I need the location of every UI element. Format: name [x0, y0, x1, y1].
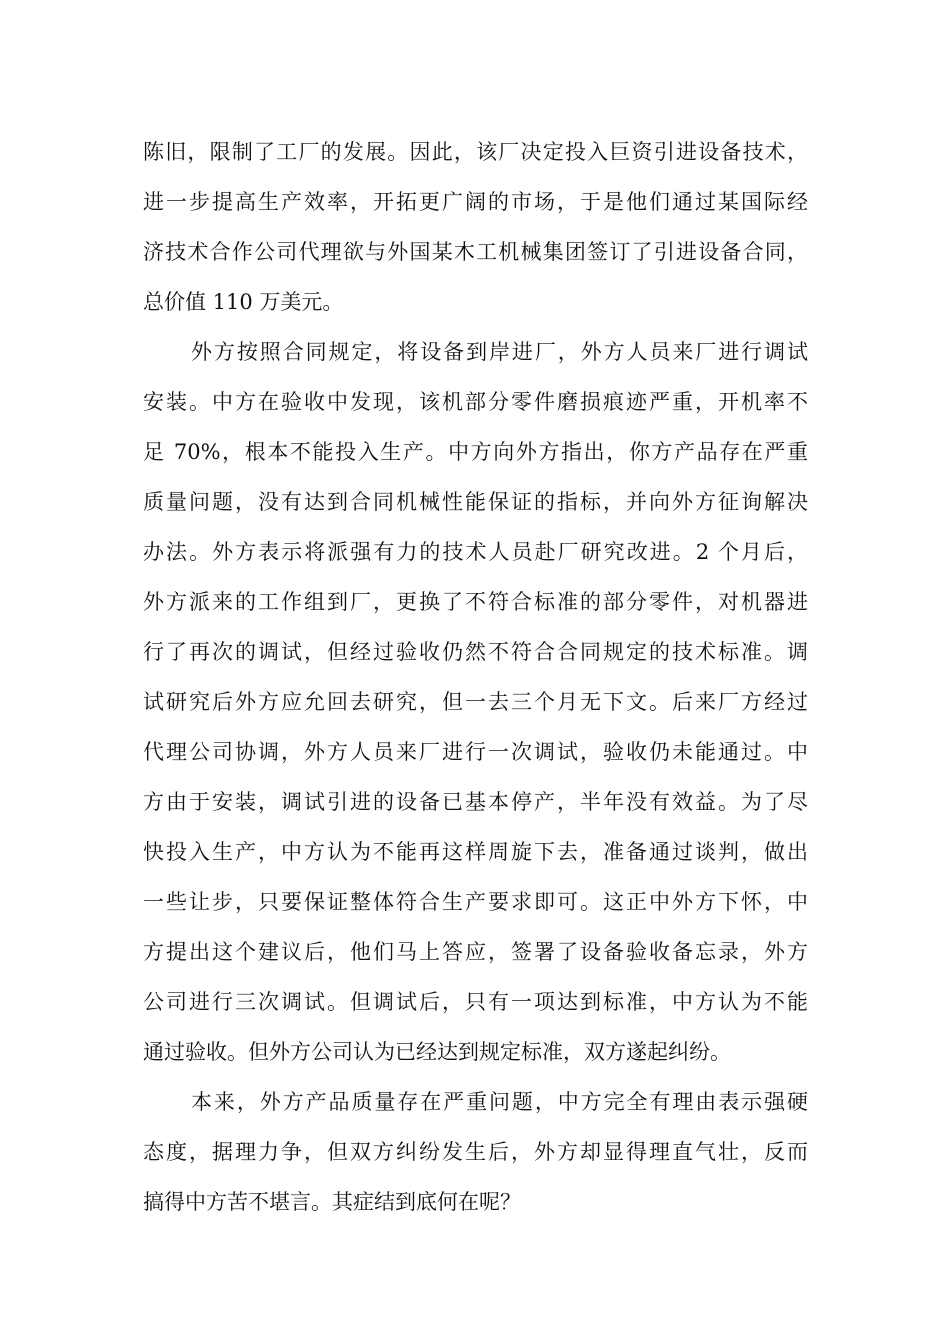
paragraph-2-line-12: 一些让步，只要保证整体符合生产要求即可。这正中外方下怀，中	[143, 890, 808, 914]
paragraph-2-line-4: 质量问题，没有达到合同机械性能保证的指标，并向外方征询解决	[143, 490, 808, 514]
paragraph-2-line-6: 外方派来的工作组到厂，更换了不符合标准的部分零件，对机器进	[143, 590, 808, 614]
paragraph-2-line-2: 安装。中方在验收中发现，该机部分零件磨损痕迹严重，开机率不	[143, 390, 808, 414]
paragraph-2-line-1: 外方按照合同规定，将设备到岸进厂，外方人员来厂进行调试	[191, 340, 808, 364]
paragraph-2-line-15: 通过验收。但外方公司认为已经达到规定标准，双方遂起纠纷。	[143, 1040, 731, 1064]
paragraph-2-line-10: 方由于安装，调试引进的设备已基本停产，半年没有效益。为了尽	[143, 790, 808, 814]
paragraph-1-line-4: 总价值 110 万美元。	[143, 290, 344, 314]
paragraph-2-line-7: 行了再次的调试，但经过验收仍然不符合合同规定的技术标准。调	[143, 640, 808, 664]
paragraph-2-line-14: 公司进行三次调试。但调试后，只有一项达到标准，中方认为不能	[143, 990, 808, 1014]
paragraph-1-line-1: 陈旧，限制了工厂的发展。因此，该厂决定投入巨资引进设备技术，	[143, 140, 808, 164]
paragraph-1-line-2: 进一步提高生产效率，开拓更广阔的市场，于是他们通过某国际经	[143, 190, 808, 214]
paragraph-3-line-3: 搞得中方苦不堪言。其症结到底何在呢？	[143, 1190, 521, 1214]
paragraph-2-line-8: 试研究后外方应允回去研究，但一去三个月无下文。后来厂方经过	[143, 690, 808, 714]
paragraph-3-line-1: 本来，外方产品质量存在严重问题，中方完全有理由表示强硬	[191, 1090, 808, 1114]
paragraph-2-line-13: 方提出这个建议后，他们马上答应，签署了设备验收备忘录，外方	[143, 940, 808, 964]
paragraph-2-line-11: 快投入生产，中方认为不能再这样周旋下去，准备通过谈判，做出	[143, 840, 808, 864]
paragraph-1-line-3: 济技术合作公司代理欲与外国某木工机械集团签订了引进设备合同，	[143, 240, 808, 264]
paragraph-2-line-3: 足 70%，根本不能投入生产。中方向外方指出，你方产品存在严重	[143, 440, 808, 464]
paragraph-3-line-2: 态度，据理力争，但双方纠纷发生后，外方却显得理直气壮，反而	[143, 1140, 808, 1164]
paragraph-2-line-9: 代理公司协调，外方人员来厂进行一次调试，验收仍未能通过。中	[143, 740, 808, 764]
paragraph-2-line-5: 办法。外方表示将派强有力的技术人员赴厂研究改进。2 个月后，	[143, 540, 808, 564]
